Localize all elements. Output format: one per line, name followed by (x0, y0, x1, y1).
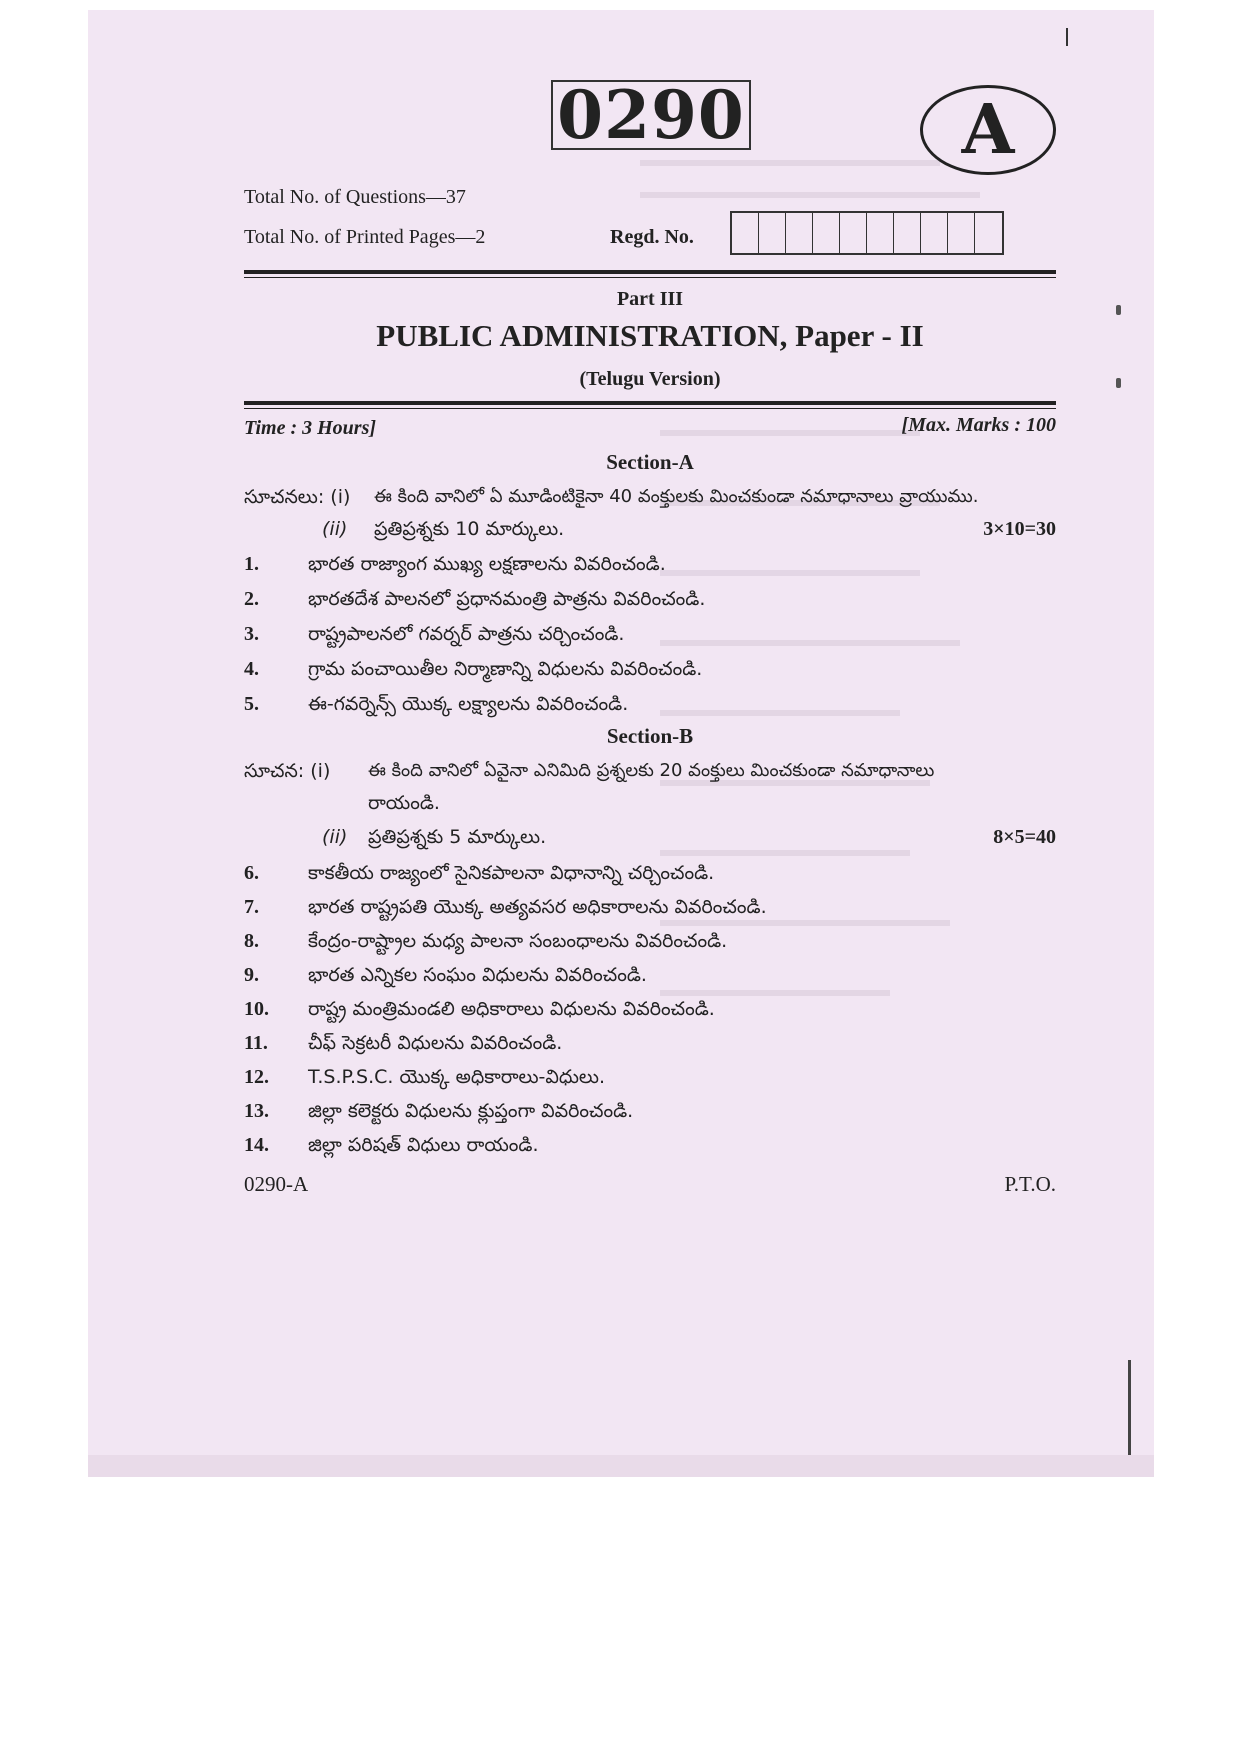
regd-number-boxes[interactable] (730, 211, 1004, 255)
instruction-text: ఈ కింది వానిలో ఏ మూడింటికైనా 40 వంక్తులకు మించకుండా నమాధానాలు వ్రాయుము. (374, 486, 979, 507)
title-rule-thin (244, 408, 1056, 409)
total-questions: Total No. of Questions—37 (244, 186, 466, 208)
instruction-label: (ii) (322, 518, 348, 540)
question-text: T.S.P.S.C. యొక్క అధికారాలు-విధులు. (308, 1066, 605, 1088)
question-number: 12. (244, 1066, 269, 1088)
question-number: 5. (244, 693, 259, 715)
part-label: Part III (616, 288, 684, 310)
question-text: జిల్లా పరిషత్ విధులు రాయండి. (308, 1134, 539, 1156)
question-text: చీఫ్ సెక్రటరీ విధులను వివరించండి. (308, 1032, 563, 1054)
instruction-label: (ii) (322, 826, 348, 848)
section-a-marks: 3×10=30 (983, 518, 1056, 540)
question-number: 1. (244, 553, 259, 575)
question-number: 11. (244, 1032, 268, 1054)
instruction-text: ప్రతిప్రశ్నకు 10 మార్కులు. (374, 518, 565, 540)
instruction-label: సూచనలు: (i) (244, 486, 351, 508)
total-pages: Total No. of Printed Pages—2 (244, 226, 486, 248)
section-a-heading: Section-A (606, 450, 694, 474)
margin-dot (1116, 378, 1121, 388)
instruction-label: సూచన: (i) (244, 760, 331, 782)
title-rule (244, 401, 1056, 405)
paper-code-box: 0290 (551, 80, 751, 150)
question-text: ఈ-గవర్నెన్స్ యొక్క లక్ష్యాలను వివరించండి. (308, 693, 629, 715)
max-marks-label: [Max. Marks : 100 (901, 414, 1056, 436)
instruction-text: ప్రతిప్రశ్నకు 5 మార్కులు. (368, 826, 547, 848)
question-text: కాకతీయ రాజ్యంలో సైనికపాలనా విధానాన్ని చర్చించండి. (308, 862, 715, 884)
footer-pto: P.T.O. (1004, 1172, 1056, 1196)
question-number: 9. (244, 964, 259, 986)
question-text: భారత రాజ్యాంగ ముఖ్య లక్షణాలను వివరించండి. (308, 553, 666, 575)
question-text: రాష్ట్రపాలనలో గవర్నర్ పాత్రను చర్చించండి. (308, 623, 625, 645)
question-text: రాష్ట్ర మంత్రిమండలి అధికారాలు విధులను వివరించండి. (308, 998, 715, 1020)
question-text: కేంద్రం-రాష్ట్రాల మధ్య పాలనా సంబంధాలను వివరించండి. (308, 930, 728, 952)
top-right-tick (1066, 28, 1068, 46)
question-number: 2. (244, 588, 259, 610)
question-number: 13. (244, 1100, 269, 1122)
question-text: భారత ఎన్నికల సంఘం విధులను వివరించండి. (308, 964, 647, 986)
regd-label: Regd. No. (610, 226, 694, 248)
question-number: 10. (244, 998, 269, 1020)
question-number: 8. (244, 930, 259, 952)
instruction-text: ఈ కింది వానిలో ఏవైనా ఎనిమిది ప్రశ్నలకు 20 వంక్తులు మించకుండా నమాధానాలు (368, 760, 935, 781)
footer-code: 0290-A (244, 1172, 309, 1196)
time-label: Time : 3 Hours] (244, 417, 377, 439)
question-number: 3. (244, 623, 259, 645)
question-number: 4. (244, 658, 259, 680)
section-b-heading: Section-B (606, 724, 694, 748)
version-label: (Telugu Version) (579, 368, 721, 390)
question-number: 7. (244, 896, 259, 918)
header-rule-thin (244, 277, 1056, 278)
section-b-marks: 8×5=40 (993, 826, 1056, 848)
paper-title: PUBLIC ADMINISTRATION, Paper - II (376, 318, 924, 353)
question-number: 14. (244, 1134, 269, 1156)
margin-dot (1116, 305, 1121, 315)
question-text: భారత రాష్ట్రపతి యొక్క అత్యవసర అధికారాలను వివరించండి. (308, 896, 767, 918)
set-letter-oval: A (920, 85, 1056, 175)
question-text: గ్రామ పంచాయితీల నిర్మాణాన్ని విధులను వివరించండి. (308, 658, 703, 680)
right-edge-mark (1128, 1360, 1131, 1455)
header-rule (244, 270, 1056, 274)
instruction-text: రాయండి. (368, 792, 440, 814)
question-text: జిల్లా కలెక్టరు విధులను క్లుప్తంగా వివరించండి. (308, 1100, 634, 1122)
question-number: 6. (244, 862, 259, 884)
question-text: భారతదేశ పాలనలో ప్రధానమంత్రి పాత్రను వివరించండి. (308, 588, 706, 610)
paper-bottom-edge (88, 1455, 1154, 1477)
